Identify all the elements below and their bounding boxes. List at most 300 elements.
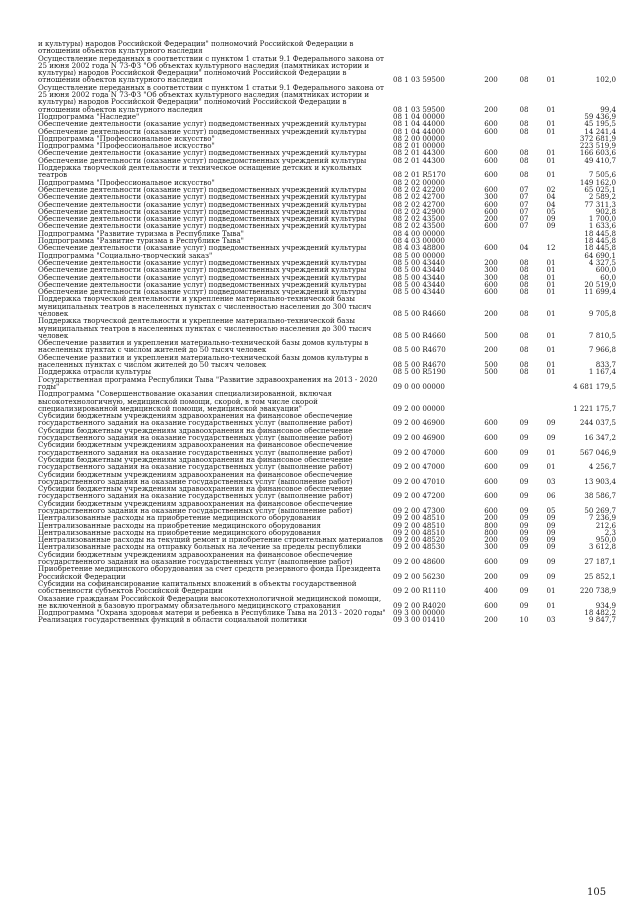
expense-item-name: Осуществление переданных в соответствии с пунктом 1 статьи 9.1 Федерального закона от 25 июня 2002 года N 73-ФЗ "Об объектах культурного наследия (памятниках истории и культуры) народов Российской Федерации" полномочий Российской Федерации в отношении объектов культурного наследия (38, 83, 384, 113)
expense-type-code: 400 (484, 586, 498, 595)
expense-item-name: Осуществление переданных в соответствии с пунктом 1 статьи 9.1 Федерального закона от 25 июня 2002 года N 73-ФЗ "Об объектах культурного наследия (памятниках истории и культуры) народов Российской Федерации" полномочий Российской Федерации в отношении объектов культурного наследия (38, 54, 384, 84)
expense-type-code: 600 (484, 185, 498, 194)
target-article-code: 08 4 00 00000 (393, 229, 445, 238)
target-article-code: 08 1 04 44000 (393, 120, 445, 128)
expense-item-name: Подпрограмма "Профессиональное искусство" (38, 134, 215, 143)
expense-item-name: Обеспечение развития и укрепления материально-технической базы домов культуры в населенных пунктах с числом жителей до 50 тысяч человек (38, 353, 369, 369)
table-row (38, 120, 616, 127)
subsection-code: 09 (546, 571, 556, 580)
expense-item-name: Подпрограмма "Социально-творческий заказ" (38, 251, 213, 259)
section-code: 09 (519, 476, 529, 486)
subsection-code: 02 (546, 185, 556, 194)
amount: 14 241,4 (584, 127, 616, 135)
target-article-code: 09 3 00 00000 (393, 609, 445, 617)
expense-type-code (473, 376, 509, 391)
expense-type-code (473, 142, 509, 149)
subsection-code: 01 (546, 273, 556, 281)
expense-item-name: Субсидии бюджетным учреждениям здравоохранения на финансовое обеспечение государственного задания на оказание государственных услуг (выполнение работ) (38, 470, 353, 486)
expense-type-code: 600 (484, 447, 498, 456)
target-article-code: 08 5 00 R4660 (393, 330, 446, 340)
subsection-code: 01 (546, 266, 556, 274)
target-article-code: 09 2 00 48600 (393, 557, 445, 566)
expense-item-name: Поддержка творческой деятельности и укрепление материально-технической базы муниципальных театров в населенных пунктах с численностью населения до 300 тысяч человек (38, 317, 372, 340)
table-row (38, 609, 616, 616)
target-article-code: 08 5 00 R5190 (393, 368, 446, 376)
amount: 244 037,5 (579, 418, 616, 427)
section-code: 08 (519, 308, 529, 318)
amount: 212,6 (595, 521, 616, 529)
subsection-code: 01 (546, 288, 556, 296)
subsection-code (539, 390, 563, 412)
table-row (38, 514, 616, 521)
expense-type-code: 200 (484, 571, 498, 580)
target-article-code: 09 2 00 56230 (393, 571, 445, 580)
section-code: 08 (519, 120, 529, 128)
section-code: 08 (519, 266, 529, 274)
target-article-code: 09 2 00 47000 (393, 447, 445, 456)
table-row (38, 295, 616, 317)
expense-type-code: 800 (484, 521, 498, 529)
table-row (38, 595, 616, 610)
page-number: 105 (587, 887, 607, 898)
section-code: 08 (519, 156, 529, 165)
expense-type-code: 600 (484, 120, 498, 128)
amount: 149 162,0 (579, 178, 616, 186)
expense-item-name: Обеспечение деятельности (оказание услуг) подведомственных учреждений культуры (38, 273, 367, 281)
subsection-code (539, 113, 563, 120)
expense-type-code: 500 (484, 360, 498, 369)
subsection-code: 01 (546, 258, 556, 267)
target-article-code: 09 2 00 47000 (393, 462, 445, 471)
section-code: 09 (519, 418, 529, 427)
table-row (38, 471, 616, 486)
expense-item-name: Поддержка творческой деятельности и укрепление материально-технической базы муниципальных театров в населенных пунктах с численностью населения до 300 тысяч человек (38, 295, 372, 318)
section-code: 08 (519, 258, 529, 267)
subsection-code (539, 609, 563, 616)
expense-type-code (473, 609, 509, 616)
amount: 600,0 (595, 266, 616, 274)
amount: 25 852,1 (584, 571, 616, 580)
expense-item-name: Централизованные расходы на отправку больных на лечение за пределы республики (38, 543, 362, 551)
expense-type-code: 600 (484, 557, 498, 566)
target-article-code: 08 1 03 59500 (393, 104, 445, 113)
amount: 833,7 (595, 360, 616, 369)
table-row (38, 317, 616, 339)
target-article-code: 08 2 00 00000 (393, 134, 445, 143)
table-row (38, 149, 616, 156)
subsection-code: 12 (546, 244, 556, 252)
section-code: 07 (519, 185, 529, 194)
section-code: 04 (519, 244, 529, 252)
expense-item-name: Централизованные расходы на приобретение медицинского оборудования (38, 528, 321, 537)
expense-item-name: Субсидии бюджетным учреждениям здравоохранения на финансовое обеспечение государственного задания на оказание государственных услуг (выполнение работ) (38, 441, 353, 456)
section-code: 08 (519, 273, 529, 281)
target-article-code: 09 0 00 00000 (393, 381, 445, 391)
amount: 102,0 (595, 75, 616, 84)
subsection-code: 01 (546, 462, 556, 471)
amount: 223 519,9 (579, 142, 616, 150)
target-article-code: 08 1 04 44000 (393, 127, 445, 135)
amount: 7 236,9 (588, 514, 616, 522)
table-row (38, 390, 616, 412)
expense-type-code: 600 (484, 462, 498, 471)
amount: 4 327,5 (588, 258, 616, 267)
table-row (38, 55, 616, 84)
table-row (38, 230, 616, 237)
table-row (38, 288, 616, 295)
expense-item-name: Субсидии бюджетным учреждениям здравоохранения на финансовое обеспечение государственного задания на оказание государственных услуг (выполнение работ) (38, 412, 353, 427)
subsection-code: 01 (546, 368, 556, 376)
expense-item-name: Обеспечение деятельности (оказание услуг) подведомственных учреждений культуры (38, 193, 367, 201)
amount (563, 40, 616, 55)
section-code (509, 252, 539, 259)
target-article-code: 08 2 02 00000 (393, 178, 445, 186)
section-code: 08 (519, 330, 529, 340)
table-row (38, 441, 616, 456)
subsection-code: 01 (546, 170, 556, 179)
expense-item-name: Обеспечение деятельности (оказание услуг) подведомственных учреждений культуры (38, 215, 367, 223)
section-code (509, 609, 539, 616)
subsection-code: 01 (546, 149, 556, 157)
subsection-code: 09 (546, 536, 556, 544)
expense-type-code: 600 (484, 222, 498, 230)
subsection-code: 09 (546, 514, 556, 522)
subsection-code: 01 (546, 360, 556, 369)
expense-item-name: Субсидии бюджетным учреждениям здравоохранения на финансовое обеспечение государственного задания на оказание государственных услуг (выполнение работ) (38, 485, 353, 500)
amount: 18 482,2 (584, 609, 616, 617)
table-row (38, 376, 616, 391)
expense-item-name: Централизованные расходы на приобретение медицинского оборудования (38, 514, 321, 522)
amount: 950,0 (595, 536, 616, 544)
section-code: 08 (519, 170, 529, 179)
subsection-code: 05 (546, 506, 556, 515)
subsection-code (539, 376, 563, 391)
expense-item-name: Обеспечение деятельности (оказание услуг) подведомственных учреждений культуры (38, 266, 367, 274)
expense-item-name: Обеспечение деятельности (оказание услуг) подведомственных учреждений культуры (38, 222, 367, 230)
subsection-code: 05 (546, 207, 556, 216)
table-row (38, 84, 616, 113)
section-code: 09 (519, 586, 529, 595)
amount: 567 046,9 (579, 447, 616, 456)
expense-type-code: 200 (484, 104, 498, 113)
subsection-code: 09 (546, 557, 556, 566)
amount: 18 445,8 (584, 229, 616, 238)
amount: 1 700,0 (588, 215, 616, 223)
expense-type-code: 200 (484, 514, 498, 522)
expense-type-code: 600 (484, 149, 498, 157)
subsection-code (539, 135, 563, 142)
expense-item-name: Поддержка отрасли культуры (38, 368, 152, 376)
amount: 13 903,4 (584, 476, 616, 486)
target-article-code: 08 5 00 43440 (393, 258, 445, 267)
expense-type-code: 600 (484, 127, 498, 135)
amount: 38 586,7 (584, 491, 616, 500)
amount: 1 633,6 (588, 222, 616, 230)
target-article-code: 08 2 01 44300 (393, 149, 445, 157)
expense-item-name: Обеспечение деятельности (оказание услуг) подведомственных учреждений культуры (38, 185, 367, 194)
target-article-code: 09 3 00 01410 (393, 616, 445, 624)
subsection-code: 09 (546, 433, 556, 442)
section-code: 08 (519, 368, 529, 376)
amount: 60,0 (600, 273, 616, 281)
section-code: 09 (519, 521, 529, 529)
section-code: 09 (519, 506, 529, 515)
target-article-code: 08 5 00 43440 (393, 288, 445, 296)
expense-item-name: Субсидии бюджетным учреждениям здравоохранения на финансовое обеспечение государственного задания на оказание государственных услуг (выполнение работ) (38, 499, 353, 515)
section-code: 09 (519, 571, 529, 580)
expense-item-name: Подпрограмма "Совершенствование оказания специализированной, включая высокотехнологичную, медицинской помощи, скорой, в том числе скорой специализированной медицинской помощи, медицинской эвакуации" (38, 390, 332, 413)
expense-type-code: 600 (484, 200, 498, 208)
section-code: 09 (519, 447, 529, 456)
subsection-code: 04 (546, 200, 556, 208)
target-article-code (393, 40, 473, 55)
target-article-code: 08 5 00 43440 (393, 266, 445, 274)
table-row (38, 529, 616, 536)
subsection-code (539, 179, 563, 186)
amount: 18 445,8 (584, 237, 616, 245)
section-code: 08 (519, 104, 529, 113)
expense-type-code (473, 40, 509, 55)
section-code: 07 (519, 193, 529, 201)
expense-type-code (473, 179, 509, 186)
budget-allocation-table (38, 40, 616, 624)
section-code: 07 (519, 207, 529, 216)
subsection-code: 01 (546, 447, 556, 456)
expense-item-name: Реализация государственных функций в области социальной политики (38, 616, 307, 624)
section-code: 09 (519, 491, 529, 500)
expense-type-code: 300 (484, 273, 498, 281)
amount: 2 589,2 (588, 193, 616, 201)
table-row (38, 368, 616, 375)
amount: 50 269,7 (584, 506, 616, 515)
section-code: 07 (519, 215, 529, 223)
amount: 16 347,2 (584, 433, 616, 442)
expense-type-code: 800 (484, 528, 498, 537)
amount: 3 612,8 (588, 543, 616, 551)
expense-item-name: Поддержка творческой деятельности и техническое оснащение детских и кукольных театров (38, 164, 362, 179)
amount: 166 603,6 (579, 149, 616, 157)
target-article-code: 09 2 00 48510 (393, 521, 445, 529)
section-code: 08 (519, 360, 529, 369)
section-code (509, 179, 539, 186)
table-row (38, 113, 616, 120)
table-row (38, 565, 616, 580)
subsection-code: 03 (546, 476, 556, 486)
table-row (38, 201, 616, 208)
target-article-code: 08 2 01 44300 (393, 156, 445, 165)
table-row (38, 252, 616, 259)
amount: 45 195,5 (584, 120, 616, 128)
expense-type-code: 500 (484, 368, 498, 376)
target-article-code: 08 2 02 43500 (393, 215, 445, 223)
amount: 65 025,1 (584, 185, 616, 194)
expense-type-code (473, 237, 509, 244)
expense-item-name: Централизованные расходы на текущий ремонт и приобретение строительных материалов (38, 536, 383, 544)
subsection-code: 09 (546, 528, 556, 537)
section-code (509, 135, 539, 142)
target-article-code: 08 2 01 R5170 (393, 170, 446, 179)
section-code: 09 (519, 462, 529, 471)
section-code: 08 (519, 127, 529, 135)
expense-type-code: 600 (484, 600, 498, 610)
subsection-code (539, 237, 563, 244)
expense-item-name: Обеспечение деятельности (оказание услуг) подведомственных учреждений культуры (38, 244, 367, 252)
expense-type-code: 200 (484, 616, 498, 624)
expense-item-name: Обеспечение деятельности (оказание услуг) подведомственных учреждений культуры (38, 120, 367, 128)
expense-type-code: 600 (484, 288, 498, 296)
expense-type-code: 200 (484, 75, 498, 84)
target-article-code: 09 2 00 48510 (393, 514, 445, 522)
expense-type-code: 500 (484, 330, 498, 340)
target-article-code: 09 2 00 48530 (393, 543, 445, 551)
section-code (509, 376, 539, 391)
expense-type-code (473, 252, 509, 259)
table-row (38, 551, 616, 566)
target-article-code: 09 2 00 R1110 (393, 586, 446, 595)
section-code: 09 (519, 433, 529, 442)
table-row (38, 128, 616, 135)
target-article-code: 09 2 00 00000 (393, 403, 445, 413)
table-row (38, 193, 616, 200)
section-code: 08 (519, 345, 529, 354)
target-article-code: 08 4 03 48800 (393, 244, 445, 252)
section-code: 08 (519, 149, 529, 157)
table-row (38, 427, 616, 442)
target-article-code: 08 2 02 43500 (393, 222, 445, 230)
subsection-code: 03 (546, 616, 556, 624)
expense-item-name: Обеспечение деятельности (оказание услуг) подведомственных учреждений культуры (38, 156, 367, 165)
expense-item-name: Обеспечение деятельности (оказание услуг) подведомственных учреждений культуры (38, 288, 367, 296)
section-code: 07 (519, 200, 529, 208)
table-row (38, 157, 616, 164)
subsection-code: 01 (546, 104, 556, 113)
expense-item-name: Подпрограмма "Наследие" (38, 112, 140, 121)
table-row (38, 485, 616, 500)
target-article-code: 08 1 04 00000 (393, 112, 445, 121)
section-code: 09 (519, 600, 529, 610)
table-row (38, 500, 616, 515)
amount: 934,9 (595, 600, 616, 610)
table-row (38, 339, 616, 354)
amount: 2,3 (604, 528, 616, 537)
section-code: 08 (519, 280, 529, 289)
subsection-code: 01 (546, 600, 556, 610)
target-article-code: 09 2 00 48520 (393, 536, 445, 544)
table-row (38, 164, 616, 179)
subsection-code (539, 142, 563, 149)
amount: 1 167,4 (588, 368, 616, 376)
target-article-code: 08 2 01 00000 (393, 142, 445, 150)
amount: 7 966,8 (588, 345, 616, 354)
expense-item-name: Оказание гражданам Российской Федерации высокотехнологичной медицинской помощи, не включенной в базовую программу обязательного медицинского страхования (38, 594, 382, 610)
target-article-code: 08 2 02 42700 (393, 200, 445, 208)
expense-type-code: 300 (484, 193, 498, 201)
subsection-code: 09 (546, 418, 556, 427)
table-row (38, 186, 616, 193)
amount: 4 256,7 (588, 462, 616, 471)
expense-type-code: 200 (484, 536, 498, 544)
table-row (38, 412, 616, 427)
expense-type-code: 200 (484, 258, 498, 267)
target-article-code: 08 4 03 00000 (393, 237, 445, 245)
table-body (38, 40, 616, 624)
section-code: 09 (519, 557, 529, 566)
expense-type-code: 600 (484, 280, 498, 289)
amount: 7 505,6 (588, 170, 616, 179)
expense-type-code: 600 (484, 207, 498, 216)
expense-item-name: Обеспечение деятельности (оказание услуг) подведомственных учреждений культуры (38, 127, 367, 135)
section-code: 09 (519, 536, 529, 544)
table-row (38, 222, 616, 229)
target-article-code: 09 2 00 R4020 (393, 600, 446, 610)
expense-type-code: 600 (484, 244, 498, 252)
table-row (38, 259, 616, 266)
expense-type-code: 600 (484, 418, 498, 427)
table-row (38, 580, 616, 595)
section-code (509, 142, 539, 149)
subsection-code: 06 (546, 491, 556, 500)
expense-type-code: 600 (484, 433, 498, 442)
expense-item-name: Приобретение медицинского оборудования за счет средств резервного фонда Президента Российской Федерации (38, 565, 381, 580)
table-row (38, 354, 616, 369)
subsection-code: 09 (546, 521, 556, 529)
expense-item-name: Субсидии бюджетным учреждениям здравоохранения на финансовое обеспечение государственного задания на оказание государственных услуг (выполнение работ) (38, 426, 353, 442)
amount: 99,4 (600, 104, 616, 113)
table-row (38, 215, 616, 222)
table-row (38, 274, 616, 281)
target-article-code: 08 5 00 00000 (393, 251, 445, 259)
expense-type-code: 200 (484, 345, 498, 354)
table-row (38, 237, 616, 244)
section-code (509, 113, 539, 120)
amount: 220 738,9 (579, 586, 616, 595)
section-code: 09 (519, 528, 529, 537)
section-code: 07 (519, 222, 529, 230)
amount: 4 681 179,5 (573, 381, 616, 391)
subsection-code (539, 40, 563, 55)
subsection-code: 01 (546, 120, 556, 128)
target-article-code: 08 5 00 R4660 (393, 308, 446, 318)
amount: 372 681,9 (579, 134, 616, 143)
amount: 9 847,7 (588, 616, 616, 624)
expense-type-code: 600 (484, 170, 498, 179)
subsection-code: 01 (546, 586, 556, 595)
subsection-code: 09 (546, 215, 556, 223)
expense-type-code: 600 (484, 506, 498, 515)
amount: 59 436,9 (584, 112, 616, 121)
target-article-code: 08 5 00 43440 (393, 280, 445, 289)
amount: 49 410,7 (584, 156, 616, 165)
section-code (509, 230, 539, 237)
expense-item-name: Обеспечение деятельности (оказание услуг) подведомственных учреждений культуры (38, 207, 367, 216)
section-code (509, 390, 539, 412)
amount: 9 705,8 (588, 308, 616, 318)
subsection-code: 01 (546, 75, 556, 84)
expense-type-code (473, 113, 509, 120)
table-row (38, 40, 616, 55)
target-article-code: 08 2 02 42200 (393, 185, 445, 194)
expense-type-code (473, 390, 509, 412)
expense-type-code (473, 230, 509, 237)
table-row (38, 266, 616, 273)
target-article-code: 08 2 02 42900 (393, 207, 445, 216)
amount: 18 445,8 (584, 244, 616, 252)
table-row (38, 135, 616, 142)
subsection-code: 09 (546, 222, 556, 230)
table-row (38, 244, 616, 251)
amount: 27 187,1 (584, 557, 616, 566)
target-article-code: 08 5 00 43440 (393, 273, 445, 281)
